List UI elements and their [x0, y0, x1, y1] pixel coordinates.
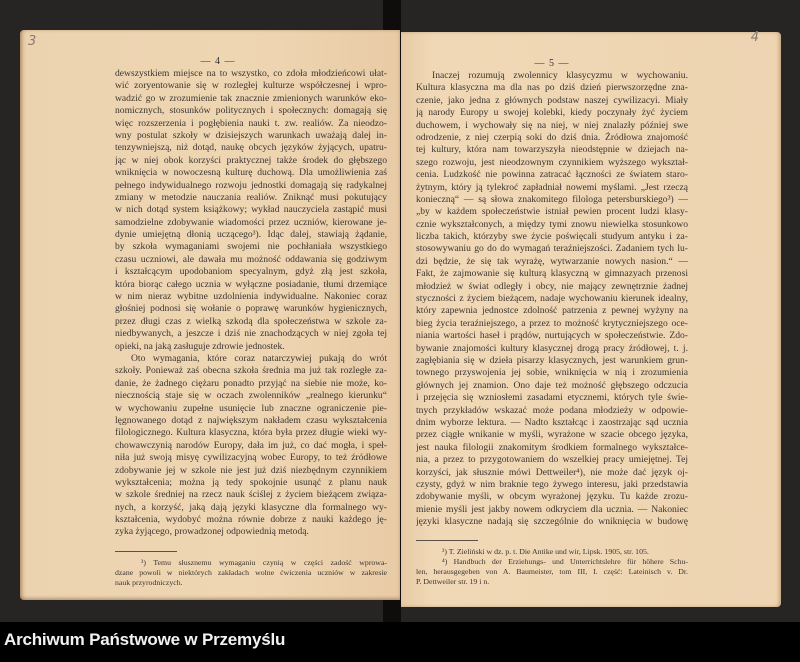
text-line: młodzież w świat odległy i obcy, nie mający zewnętrznie żadnej [416, 280, 688, 292]
text-line: chowawczynią narodów Europy, dała im już, co dać mogła, i speł- [115, 439, 387, 451]
text-line: zyka żyjącego, prowadzonej odpowiednią metodą. [115, 526, 309, 538]
footnote-line: P. Dettweiler str. 19 i n. [416, 577, 490, 587]
left-page [20, 30, 400, 600]
text-line: Oto wymagania, które coraz natarczywiej pukają do wrót [131, 352, 387, 364]
text-line: więc rozszerzenia i pogłębienia nauki t. zw. realiów. Za nieodzo- [115, 117, 387, 129]
text-line: mienie myśli jest jakby nowem odkryciem dla ucznia. — Nakoniec [416, 503, 688, 515]
text-line: konieczną“ — są słowa znakomitego filologa petersburskiego³) — [416, 193, 688, 205]
text-line: i kształcącym upodobaniom specyalnym, gdyż złą jest szkoła, [115, 266, 387, 278]
text-line: filologicznego. Kultura klasyczna, która była przez długie wieki wy- [115, 427, 387, 439]
text-line: „by w każdem społeczeństwie istniał pewien procent ludzi klasy- [416, 206, 688, 218]
right-page-text [416, 70, 688, 587]
text-line: czenie, jako jedna z głównych podstaw naszej cywilizacyi. Miały [416, 94, 688, 106]
footnote-line: ⁴) Handbuch der Erziehungs- und Unterrichtslehre für höhere Schu- [442, 557, 688, 567]
right-page [401, 32, 781, 607]
text-line: stosowywaniu go do do wymagań teraźniejszości. Zadaniem tych lu- [416, 243, 688, 255]
pencil-page-number: 4 [750, 30, 759, 45]
text-line: Fakt, że zajmowanie się kulturą klasyczną w gimnazyach przenosi [416, 268, 688, 280]
text-line: szkoły. Ponieważ zaś obecna szkoła średnia ma już tak rozległe za- [115, 365, 387, 377]
text-line: dnim wyborze lektura. — Nadto kształcąc i zaostrzając sąd ucznia [416, 416, 688, 428]
text-line: w szkole średniej na rzecz nauk ściślej z życiem bieżącem związa- [115, 489, 387, 501]
text-line: dynie umiejętną dłonią uczącego³). Idąc dalej, stawiają żądanie, [115, 229, 387, 241]
archive-name: Archiwum Państwowe w Przemyślu [4, 630, 286, 649]
archive-footer [0, 622, 800, 662]
text-line: styczności z życiem bieżącem, nadaje wychowaniu kierunek idealny, [416, 293, 688, 305]
footnote-line: dzane powoli w niektórych zakładach wolne ćwiczenia uczniów w zakresie [115, 567, 387, 577]
text-line: liczba takich, którzyby swe życie poświęcali studyum antyku i za- [416, 231, 688, 243]
text-line: wniknięcia w nowoczesną kulturę duchową. Dla umożliwienia zaś [115, 167, 387, 179]
text-line: samodzielne zdobywanie wiadomości przez uczniów, kierowane je- [115, 216, 387, 228]
text-line: niła już swoją misyę cywilizacyjną wobec Europy, to też źródłowe [115, 452, 387, 464]
text-line: w wychowaniu zupełne usunięcie lub znaczne ograniczenie pie- [115, 402, 387, 414]
text-line: dzi będzie, że się tak wyrażę, wytwarzanie nowych nasion.“ — [416, 255, 688, 267]
text-line: wykształcenia; można ją tedy spokojnie usunąć z planu nauk [115, 476, 387, 488]
text-line: wić zoryentowanie się w rozległej kulturze współczesnej i wpro- [115, 80, 387, 92]
footnote-separator [416, 540, 478, 541]
text-line: tnych przykładów wskazać może podana młodzieży w odpowie- [416, 404, 688, 416]
text-line: wny postulat szkoły w dzisiejszych warunkach uważają dalej in- [115, 129, 387, 141]
text-line: jest nauka filologii znakomitym środkiem formalnego wykształce- [416, 441, 688, 453]
text-line: czysty, gdyż w nim braknie tego żywego interesu, jaki przedstawia [416, 478, 688, 490]
left-page-text [115, 68, 387, 588]
text-line: tenzywniejszą, niż dotąd, naukę obcych języków żyjących, upatru- [115, 142, 387, 154]
text-line: odrodzenie, z niej czerpią soki do dziś dnia. Źródłowa znajomość [416, 131, 688, 143]
text-line: cenia. Ludzkość nie powinna zatracać łączności ze światem staro- [416, 169, 688, 181]
text-line: przez ciągłe wnikanie w myśli, wyrażone w szacie obcego języka, [416, 429, 688, 441]
text-line: który zapewnia jednostce zdolność patrzenia z pewnej wyżyny na [416, 305, 688, 317]
text-line: nia, a przez to przygotowaniem do wszelkiej pracy umiejętnej. Tej [416, 454, 688, 466]
text-line: nomicznych, stosunków politycznych i społecznych: domagają się [115, 105, 387, 117]
text-line: dewszystkiem miejsce na to wszystko, co zdoła młodzieńcowi ułat- [115, 68, 387, 79]
text-line: głównych jej znamion. Ono daje też możność głębszego odczucia [416, 379, 688, 391]
page-number: — 5 — [534, 58, 570, 69]
text-line: czasu uczniowi, ale dawała mu możność oddawania się godziwym [115, 253, 387, 265]
text-line: jąc w niej obok korzyści praktycznej także środek do głębszego [115, 154, 387, 166]
text-line: przez długi czas z wielką szkodą dla społeczeństwa w szkole za- [115, 315, 387, 327]
footnote-line: ³) Temu słusznemu wymaganiu czynią w części zadość wprowa- [141, 557, 387, 567]
text-line: zagłębiania się w dzieła pisarzy klasycznych, jest warunkiem grun- [416, 354, 688, 366]
text-line: i przejęcia się wzniosłemi zasadami etycznemi, których tyle świe- [416, 392, 688, 404]
text-line: zdobywanie myśli, w obcym wyrażonej języku. Tu każde zrozu- [416, 491, 688, 503]
text-line: pełnego indywidualnego rozwoju jednostki domagają się radykalnej [115, 179, 387, 191]
text-line: bieg życia teraźniejszego, a przez to możność krytyczniejszego oce- [416, 317, 688, 329]
text-line: townego przyswojenia jej sobie, wniknięcia w nią i zrozumienia [416, 367, 688, 379]
footnote-line: ³) T. Zieliński w dz. p. t. Die Antike und wir, Lipsk. 1905, str. 105. [442, 547, 649, 557]
footnote-line: len, herausgegeben von A. Baumeister, tom III, I. część: Lateinisch v. Dr. [416, 567, 688, 577]
text-line: Inaczej rozumują zwolennicy klasycyzmu w wychowaniu. [432, 70, 688, 81]
text-line: niania wartości haseł i prądów, nurtujących w społeczeństwie. Zdo- [416, 330, 688, 342]
text-line: lęgnowanego dotąd z największym nakładem czasu wykształcenia [115, 414, 387, 426]
text-line: nych, a korzyść, jaką dają języki klasyczne dla formalnego wy- [115, 501, 387, 513]
footnote-separator [115, 551, 177, 552]
text-line: wadzić go w zrozumienie tak znacznie zmienionych warunków eko- [115, 92, 387, 104]
pencil-page-number: 3 [28, 34, 37, 49]
text-line: opieki, na jaką zasługuje zdrowie jednostek. [115, 340, 285, 352]
text-line: danie, że żadnego ciężaru ponadto przyjąć na siebie nie może, ko- [115, 377, 387, 389]
text-line: bywanie znajomości kultury klasycznej drogą pracy źródłowej, t. j. [416, 342, 688, 354]
footnote-line: nauk przyrodniczych. [115, 577, 183, 587]
text-line: niedbywanych, a jeszcze i dziś nie znachodzących w niej zgoła tej [115, 328, 387, 340]
text-line: tej kultury, która nam towarzyszyła nieodstępnie w dziejach na- [416, 144, 688, 156]
footnotes [416, 547, 688, 587]
text-line: żytnym, który ją tylekroć zapładniał nowemi myślami. „Jest rzeczą [416, 181, 688, 193]
text-line: kształcenia, wydobyć można równie dobrze z nauki każdego ję- [115, 514, 387, 526]
text-line: duchowem, i wychowały się na niej, w niej znalazły później swe [416, 119, 688, 131]
page-number: — 4 — [200, 56, 236, 67]
text-line: ją narody Europy u swojej kolebki, kiedy poczynały żyć życiem [416, 107, 688, 119]
text-line: w nim nieraz wybitne uzdolnienia indywidualne. Nakoniec coraz [115, 291, 387, 303]
text-line: zmiany w metodzie nauczania realiów. Zniknąć musi pokutujący [115, 191, 387, 203]
text-line: która biorąc całego ucznia w wyłączne posiadanie, tłumi drzemiące [115, 278, 387, 290]
text-line: szego rozwoju, jest nieodzownym czynnikiem wyższego wykształ- [416, 156, 688, 168]
text-line: by szkoła wymaganiami swojemi nie pochłaniała wszystkiego [115, 241, 387, 253]
text-line: w nich dotąd system książkowy; wykład nauczyciela zastąpić musi [115, 204, 387, 216]
text-line: głośniej podnosi się wołanie o poprawę warunków hygienicznych, [115, 303, 387, 315]
text-line: niecznością staje się w oczach zwolenników „realnego kierunku“ [115, 390, 387, 402]
footnotes [115, 558, 387, 588]
text-line: Kultura klasyczna ma dla nas po dziś dzień pierwszorzędne zna- [416, 82, 688, 94]
text-line: korzyści, jak słusznie mówi Dettweiler⁴), nie może dać język oj- [416, 466, 688, 478]
text-line: zdobywanie jej w szkole nie jest już dziś niezbędnym czynnikiem [115, 464, 387, 476]
text-line: cznie wykształconych, a między tymi znowu niewielka stosunkowo [416, 218, 688, 230]
text-line: języki klasyczne nadają się szczególnie do wniknięcia w budowę [416, 516, 688, 528]
